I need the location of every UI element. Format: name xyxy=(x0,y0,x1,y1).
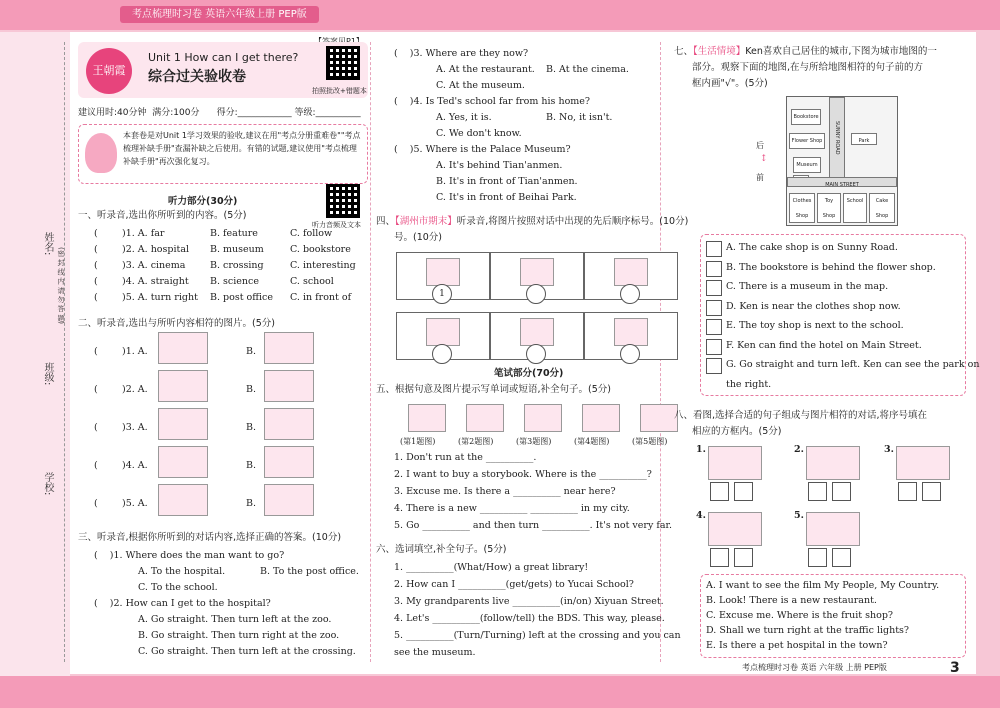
picture-number: 4. xyxy=(696,510,706,521)
s1-option-b: B. crossing xyxy=(210,260,264,271)
s3-q4-c: C. We don't know. xyxy=(436,128,522,139)
order-circle[interactable] xyxy=(526,344,546,364)
check-box[interactable] xyxy=(706,280,722,296)
answer-box[interactable] xyxy=(832,482,851,501)
audio-qr-caption: 听力音频及文本 xyxy=(312,221,361,229)
s8-option: A. I want to see the film My People, My Country. xyxy=(706,580,940,591)
answer-paren[interactable]: ( xyxy=(94,384,98,395)
hint-picture-icon xyxy=(582,404,620,432)
s3-q1-b: B. To the post office. xyxy=(260,566,359,577)
answer-paren[interactable]: ( xyxy=(94,292,98,303)
section7-title-line1: 七、【生活情境】Ken喜欢自己居住的城市,下图为城市地图的一 xyxy=(674,46,937,57)
answer-box[interactable] xyxy=(922,482,941,501)
s7-statement: E. The toy shop is next to the school. xyxy=(726,320,904,331)
s3-q5: ( )5. Where is the Palace Museum? xyxy=(394,144,571,155)
map-main-street: MAIN STREET xyxy=(787,177,897,187)
city-map xyxy=(786,96,898,226)
side-strip xyxy=(0,32,70,676)
check-box[interactable] xyxy=(706,339,722,355)
section2-title: 二、听录音,选出与所听内容相符的图片。(5分) xyxy=(78,318,275,329)
s8-option: C. Excuse me. Where is the fruit shop? xyxy=(706,610,894,621)
s1-option-b: B. feature xyxy=(210,228,258,239)
map-sunny-road: SUNNY ROAD xyxy=(829,97,845,179)
map-toy-shop: Toy Shop xyxy=(817,193,841,223)
compass-arrow-icon: ↕ xyxy=(760,154,768,164)
picture-number: 3. xyxy=(884,444,894,455)
s7-statement: G. Go straight and turn left. Ken can see the park on xyxy=(726,359,980,370)
building-picture-icon xyxy=(426,258,460,286)
section4-title: 四、【湖州市期末】听录音,将图片按照对话中出现的先后顺序标号。(10分) xyxy=(376,216,689,227)
s2-option-a: )2. A. xyxy=(122,384,148,395)
answer-paren[interactable]: ( xyxy=(94,422,98,433)
s2-option-a: )1. A. xyxy=(122,346,148,357)
building-picture-icon xyxy=(614,258,648,286)
answer-paren[interactable]: ( xyxy=(94,460,98,471)
map-museum: Museum xyxy=(793,157,821,173)
picture-caption: (第4题图) xyxy=(574,437,610,446)
building-picture-icon xyxy=(264,408,314,440)
s2-option-a: )5. A. xyxy=(122,498,148,509)
s1-option-c: C. bookstore xyxy=(290,244,351,255)
building-picture-icon xyxy=(264,484,314,516)
seal-line xyxy=(64,42,65,662)
listening-title: 听力部分(30分) xyxy=(168,196,238,207)
hint-picture-icon xyxy=(524,404,562,432)
s7-statement: D. Ken is near the clothes shop now. xyxy=(726,300,901,312)
s3-q4: ( )4. Is Ted's school far from his home? xyxy=(394,96,591,107)
picture-number: 5. xyxy=(794,510,804,521)
score-label: 满分:100分 xyxy=(152,108,200,118)
s3-q3-b: B. At the cinema. xyxy=(546,64,629,75)
scene-picture-icon xyxy=(708,512,762,546)
s3-q4-a: A. Yes, it is. xyxy=(436,112,492,123)
answer-paren[interactable]: ( xyxy=(94,346,98,357)
picture-caption: (第5题图) xyxy=(632,437,668,446)
s3-q3: ( )3. Where are they now? xyxy=(394,48,529,59)
s7-statement: B. The bookstore is behind the flower shop. xyxy=(726,261,936,273)
school-label: 学校: xyxy=(42,472,53,496)
map-park: Park xyxy=(851,133,877,145)
s2-option-a: )3. A. xyxy=(122,422,148,433)
answer-box[interactable] xyxy=(808,482,827,501)
building-picture-icon xyxy=(426,318,460,346)
logo: 王朝霞 xyxy=(86,48,132,94)
s1-option-b: B. science xyxy=(210,276,259,287)
s3-q1-a: A. To the hospital. xyxy=(138,566,226,577)
section7-title-line3: 框内画"√"。(5分) xyxy=(692,78,768,89)
answer-box[interactable] xyxy=(734,548,753,567)
s3-q1: ( )1. Where does the man want to go? xyxy=(94,550,285,561)
picture-number: 1. xyxy=(696,444,706,455)
compass-front: 前 xyxy=(756,173,764,182)
s1-option-a: )4. A. straight xyxy=(122,276,189,287)
section1-title: 一、听录音,选出你所听到的内容。(5分) xyxy=(78,210,247,221)
building-picture-icon xyxy=(158,332,208,364)
building-picture-icon xyxy=(264,332,314,364)
section6-title: 六、选词填空,补全句子。(5分) xyxy=(376,544,507,555)
s3-q2-a: A. Go straight. Then turn left at the zoo. xyxy=(138,614,332,625)
s2-option-b: B. xyxy=(246,384,257,395)
s1-option-b: B. post office xyxy=(210,292,273,303)
s2-option-b: B. xyxy=(246,422,257,433)
s5-item[interactable]: 4. There is a new __________ __________ in my city. xyxy=(394,503,630,514)
s6-item[interactable]: 5. __________(Turn/Turning) left at the crossing and you can xyxy=(394,630,681,641)
s8-option: E. Is there a pet hospital in the town? xyxy=(706,640,888,651)
map-cake-shop: Cake Shop xyxy=(869,193,895,223)
answer-box[interactable] xyxy=(898,482,917,501)
answer-paren[interactable]: ( xyxy=(94,260,98,271)
banner: 考点梳理时习卷 英语六年级上册 PEP版 xyxy=(120,6,319,23)
section8-title-line2: 相应的方框内。(5分) xyxy=(692,426,782,437)
s1-option-a: )5. A. turn right xyxy=(122,292,198,303)
building-picture-icon xyxy=(264,446,314,478)
building-picture-icon xyxy=(158,408,208,440)
name-label: 姓名: xyxy=(42,232,53,256)
s1-option-a: )1. A. far xyxy=(122,228,165,239)
s5-item[interactable]: 2. I want to buy a storybook. Where is the __________? xyxy=(394,469,652,480)
s6-item[interactable]: 4. Let's __________(follow/tell) the BDS. This way, please. xyxy=(394,613,665,624)
s3-q5-b: B. It's in front of Tian'anmen. xyxy=(436,176,578,187)
hint-picture-icon xyxy=(466,404,504,432)
s1-option-a: )3. A. cinema xyxy=(122,260,186,271)
map-school: School xyxy=(843,193,867,223)
picture-caption: (第3题图) xyxy=(516,437,552,446)
s7-statement: C. There is a museum in the map. xyxy=(726,281,889,292)
s1-option-c: C. interesting xyxy=(290,260,356,271)
s1-option-c: C. follow xyxy=(290,228,333,239)
s3-q2: ( )2. How can I get to the hospital? xyxy=(94,598,271,609)
scene-picture-icon xyxy=(708,446,762,480)
building-picture-icon xyxy=(158,484,208,516)
check-box[interactable] xyxy=(706,319,722,335)
unit-header xyxy=(78,42,368,98)
s1-option-c: C. school xyxy=(290,276,334,287)
seal-line-text: (密 封 线 内 请 勿 答 题) xyxy=(57,247,65,325)
order-circle[interactable] xyxy=(620,344,640,364)
top-bar xyxy=(0,0,1000,30)
s3-q2-c: C. Go straight. Then turn left at the crossing. xyxy=(138,646,356,657)
bottom-bar xyxy=(0,676,1000,708)
picture-caption: (第1题图) xyxy=(400,437,436,446)
column-divider xyxy=(370,42,371,662)
map-bookstore: Bookstore xyxy=(791,109,821,125)
section3-title: 三、听录音,根据你所听到的对话内容,选择正确的答案。(10分) xyxy=(78,532,342,543)
section8-title-line1: 八、看图,选择合适的句子组成与图片相符的对话,将序号填在 xyxy=(674,410,928,421)
s1-option-c: C. in front of xyxy=(290,292,352,303)
order-circle[interactable]: 1 xyxy=(432,284,452,304)
s3-q5-a: A. It's behind Tian'anmen. xyxy=(436,160,563,171)
section5-title: 五、根据句意及图片提示写单词或短语,补全句子。(5分) xyxy=(376,384,611,395)
order-circle[interactable] xyxy=(432,344,452,364)
unit-title: Unit 1 How can I get there? xyxy=(148,51,299,64)
sheet: 王朝霞 Unit 1 How can I get there? 综合过关验收卷 拍照批改+错题本 建议用时:40分钟 满分:100分 得分:____________ 等级:__________ 本套卷是对Unit 1学习效果的验收,建议在用"考点分册重难卷""考点梳理补缺手册"查漏补缺之后使用。有错的试题,建议使用"考点梳理补缺手册"再次强化复习。 听力部分(30分) 听力音频及文本 一、听录音,选出你所听到的内容。(5分) ( )1. A. far B. feature C. follow ( )2. A. hospital B. museum C. bookstore ( )3. A. cinema B. crossing C. interesting ( )4. A. straight B. science C. school ( )5. A. turn right B. post office C. in front of 二、听录音,选出与所听内容相符的图片。(5分) ( )1. A. B. ( )2. A. B. ( )3. A. B. ( )4. A. B. ( )5. A. B. 三、听录音,根据你所听到的对话内容,选择正确的答案。(10分) ( )1. Where does the man want to go? A. To the hospital. B. To the post office. C. To the school. ( )2. How can I get to the hospital? A. Go straight. Then turn left at the zoo. B. Go straight. Then turn right at the zoo. C. Go straight. Then turn left at the crossing. ( )3. Where are they now? A. At the restaurant. B. At the cinema. C. At the museum. ( )4. Is Ted's school far from his home? A. Yes, it is. B. No, it isn't. C. We don't know. ( )5. Where is the Palace Museum? A. It's behind Tian'anmen. B. It's in front of Tian'anmen. C. It's in front of Beihai Park. 四、【湖州市期末】听录音,将图片按照对话中出现的先后顺序标号。(10分) 号。(10分) 1 笔试部分(70分) 五、根据句意及图片提示写单词或短语,补全句子。(5分) (第1题图) (第2题图) (第3题图) (第4题图) (第5题图) 1. Don't run at the __________. 2. I want to buy a storybook. Where is the __________? 3. Excuse me. Is there a __________ near here? 4. There is a new __________ __________ in my city. 5. Go __________ and then turn __________. It's not very far. 六、选词填空,补全句子。(5分) 1. __________(What/How) a great library! 2. How can I __________(get/gets) to Yucai School? 3. My grandparents live __________(in/on) Xiyuan Street. 4. Let's __________(follow/tell) the BDS. This way, please. 5. __________(Turn/Turning) left at the crossing and you can see the museum. 七、【生活情境】Ken喜欢自己居住的城市,下图为城市地图的一 部分。观察下面的地图,在与所给地图相符的句子前的方 框内画"√"。(5分) 后 ↕ 前 Bookstore Flower Shop Park Museum SUNNY ROAD MAIN STREET Clothes Shop Toy Shop School Cake Shop A. The cake shop is on Sunny Road. B. The bookstore is behind the flower shop. C. There is a museum in the map. D. Ken is near the clothes shop now. E. The toy shop is next to the school. F. Ken can find the hotel on Main Street. G. Go straight and turn left. Ken can see the park on the right. 八、看图,选择合适的句子组成与图片相符的对话,将序号填在 相应的方框内。(5分) 1. 2. 3. 4. 5. A. I want to see the film My People, My Country. B. Look! There is a new restaurant. C. Excuse me. Where is the fruit shop? D. Shall we turn right at the traffic lights? E. Is there a pet hospital in the town? xyxy=(70,32,976,674)
s6-item[interactable]: 1. __________(What/How) a great library! xyxy=(394,562,589,573)
check-box[interactable] xyxy=(706,261,722,277)
answer-box[interactable] xyxy=(710,482,729,501)
s8-option: B. Look! There is a new restaurant. xyxy=(706,595,877,606)
qr-code-icon[interactable] xyxy=(326,46,360,80)
compass-back: 后 xyxy=(756,141,764,150)
check-box[interactable] xyxy=(706,241,722,257)
answer-paren[interactable]: ( xyxy=(94,498,98,509)
s7-statement: the right. xyxy=(726,378,772,390)
building-picture-icon xyxy=(520,318,554,346)
s5-item[interactable]: 1. Don't run at the __________. xyxy=(394,452,537,463)
picture-number: 2. xyxy=(794,444,804,455)
section7-title-line2: 部分。观察下面的地图,在与所给地图相符的句子前的方 xyxy=(692,62,924,73)
unit-subtitle: 综合过关验收卷 xyxy=(148,69,246,85)
answer-paren[interactable]: ( xyxy=(94,244,98,255)
answer-box[interactable] xyxy=(832,548,851,567)
s5-item[interactable]: 3. Excuse me. Is there a __________ near here? xyxy=(394,486,616,497)
check-box[interactable] xyxy=(706,358,722,374)
tip-text: 本套卷是对Unit 1学习效果的验收,建议在用"考点分册重难卷""考点梳理补缺手册"查漏补缺之后使用。有错的试题,建议使用"考点梳理补缺手册"再次强化复习。 xyxy=(123,131,361,166)
s2-option-a: )4. A. xyxy=(122,460,148,471)
answer-paren[interactable]: ( xyxy=(94,276,98,287)
s3-q2-b: B. Go straight. Then turn right at the zoo. xyxy=(138,630,340,641)
s3-q4-b: B. No, it isn't. xyxy=(546,112,613,123)
building-picture-icon xyxy=(614,318,648,346)
s3-q5-c: C. It's in front of Beihai Park. xyxy=(436,192,577,203)
s6-item[interactable]: 3. My grandparents live __________(in/on) Xiyuan Street. xyxy=(394,596,664,607)
answer-box[interactable] xyxy=(808,548,827,567)
building-picture-icon xyxy=(158,446,208,478)
s7-statement: A. The cake shop is on Sunny Road. xyxy=(726,242,898,253)
s1-option-a: )2. A. hospital xyxy=(122,244,190,255)
s2-option-b: B. xyxy=(246,460,257,471)
order-circle[interactable] xyxy=(620,284,640,304)
s7-statement: F. Ken can find the hotel on Main Street. xyxy=(726,339,922,351)
s3-q3-a: A. At the restaurant. xyxy=(436,64,535,75)
building-picture-icon xyxy=(264,370,314,402)
girl-avatar-icon xyxy=(85,133,117,173)
s6-item[interactable]: 2. How can I __________(get/gets) to Yucai School? xyxy=(394,579,634,590)
map-clothes-shop: Clothes Shop xyxy=(789,193,815,223)
footer: 考点梳理时习卷 英语 六年级 上册 PEP版 xyxy=(742,663,887,672)
class-label: 班级: xyxy=(42,362,53,386)
hint-picture-icon xyxy=(640,404,678,432)
scene-picture-icon xyxy=(896,446,950,480)
s1-option-b: B. museum xyxy=(210,244,264,255)
time-label: 建议用时:40分钟 xyxy=(78,108,147,118)
page-number: 3 xyxy=(950,660,960,676)
s2-option-b: B. xyxy=(246,498,257,509)
building-picture-icon xyxy=(158,370,208,402)
scene-picture-icon xyxy=(806,512,860,546)
answer-paren[interactable]: ( xyxy=(94,228,98,239)
got-label: 得分: xyxy=(216,108,238,118)
hint-picture-icon xyxy=(408,404,446,432)
audio-qr-icon[interactable] xyxy=(326,184,360,218)
qr-caption: 拍照批改+错题本 xyxy=(312,87,367,95)
answer-box[interactable] xyxy=(710,548,729,567)
level-label: 等级: xyxy=(294,108,316,118)
s5-item[interactable]: 5. Go __________ and then turn __________. It's not very far. xyxy=(394,520,673,531)
s2-option-b: B. xyxy=(246,346,257,357)
building-picture-icon xyxy=(520,258,554,286)
s3-q3-c: C. At the museum. xyxy=(436,80,525,91)
s8-option: D. Shall we turn right at the traffic lights? xyxy=(706,625,910,636)
exam-meta: 建议用时:40分钟 满分:100分 得分:____________ 等级:__________ xyxy=(78,108,361,118)
s6-item[interactable]: see the museum. xyxy=(394,647,476,658)
check-box[interactable] xyxy=(706,300,722,316)
written-title: 笔试部分(70分) xyxy=(494,368,564,379)
tip-box xyxy=(78,124,368,184)
s3-q1-c: C. To the school. xyxy=(138,582,218,593)
order-circle[interactable] xyxy=(526,284,546,304)
scene-picture-icon xyxy=(806,446,860,480)
map-flower-shop: Flower Shop xyxy=(789,133,825,149)
picture-caption: (第2题图) xyxy=(458,437,494,446)
answer-box[interactable] xyxy=(734,482,753,501)
